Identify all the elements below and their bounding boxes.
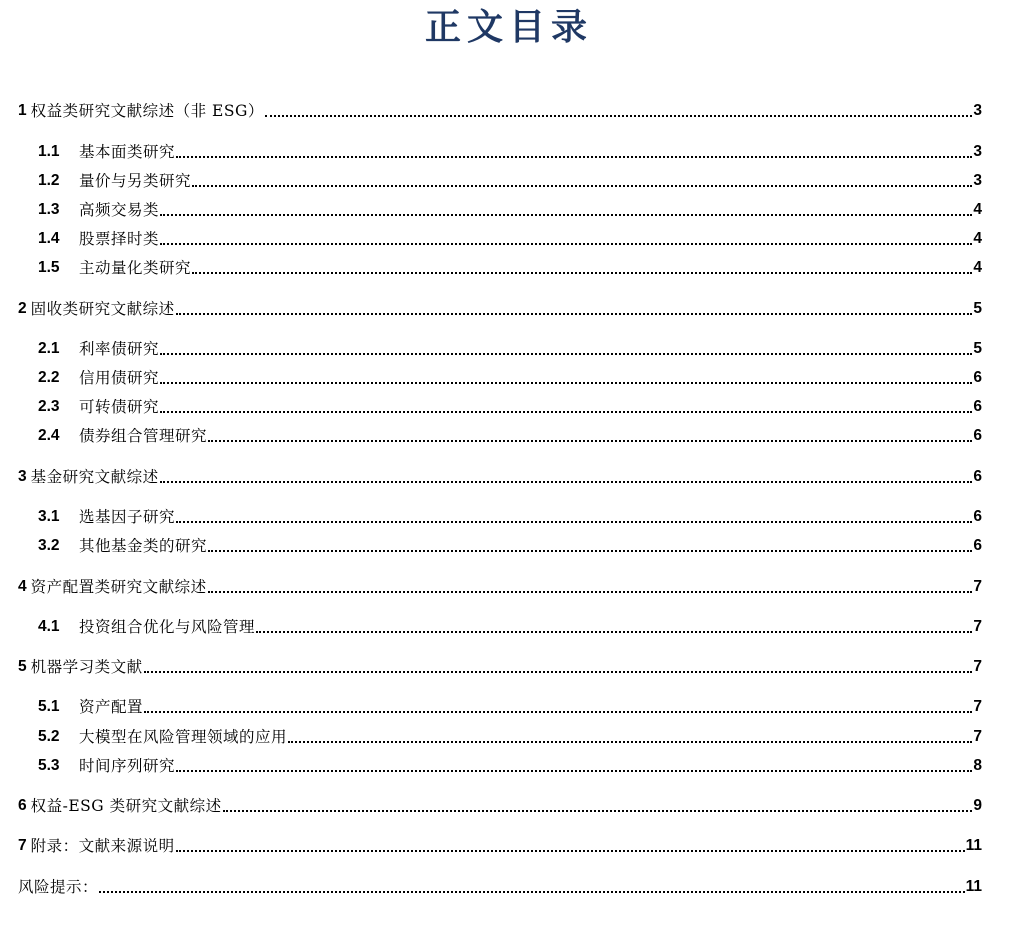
toc-entry-number: 1.2 <box>38 172 60 189</box>
toc-entry-number: 1 <box>18 102 27 119</box>
toc-entry-page: 11 <box>965 837 982 854</box>
toc-entry-number: 2.4 <box>38 427 60 444</box>
toc-entry-1-5[interactable] <box>38 256 982 278</box>
dot-leader <box>192 268 972 274</box>
toc-entry-title: 固收类研究文献综述 <box>30 300 175 318</box>
dot-leader <box>256 627 972 633</box>
toc-entry-title: 机器学习类文献 <box>30 658 143 676</box>
dot-leader <box>176 766 972 772</box>
toc-entry-title: 量价与另类研究 <box>79 172 192 190</box>
toc-entry-title: 高频交易类 <box>79 201 160 219</box>
dot-leader <box>99 887 965 893</box>
toc-entry-2[interactable] <box>18 297 982 319</box>
toc-entry-number: 2.3 <box>38 398 60 415</box>
toc-entry-page: 6 <box>973 468 982 485</box>
toc-entry-7[interactable] <box>18 834 982 856</box>
toc-entry-page: 6 <box>973 427 982 444</box>
toc-entry-title: 其他基金类的研究 <box>79 537 208 555</box>
toc-entry-number: 4 <box>18 578 27 595</box>
toc-entry-title: 权益类研究文献综述（非 ESG） <box>30 102 264 120</box>
toc-entry-3[interactable] <box>18 465 982 487</box>
dot-leader <box>223 806 973 812</box>
toc-entry-title: 权益-ESG 类研究文献综述 <box>30 797 222 815</box>
toc-entry-number: 5 <box>18 658 27 675</box>
toc-entry-page: 4 <box>973 259 982 276</box>
toc-entry-page: 3 <box>973 172 982 189</box>
toc-entry-title: 附录：文献来源说明 <box>30 837 175 855</box>
toc-entry-2-4[interactable] <box>38 424 982 446</box>
toc-entry-title: 选基因子研究 <box>79 508 176 526</box>
toc-entry-number: 2.1 <box>38 340 60 357</box>
dot-leader <box>176 517 972 523</box>
dot-leader <box>144 707 972 713</box>
dot-leader <box>160 349 972 355</box>
toc-entry-number: 1.5 <box>38 259 60 276</box>
dot-leader <box>160 210 972 216</box>
toc-entry-title: 资产配置类研究文献综述 <box>30 578 207 596</box>
toc-entry-risk-notice[interactable] <box>18 875 982 897</box>
toc-entry-title: 股票择时类 <box>79 230 160 248</box>
toc-entry-2-2[interactable] <box>38 366 982 388</box>
toc-entry-5-1[interactable] <box>38 695 982 717</box>
toc-entry-page: 6 <box>973 398 982 415</box>
toc-entry-page: 7 <box>973 618 982 635</box>
dot-leader <box>208 587 973 593</box>
toc-entry-3-1[interactable] <box>38 505 982 527</box>
page-title: 正文目录 <box>424 6 593 48</box>
dot-leader <box>176 152 972 158</box>
dot-leader <box>160 477 973 483</box>
toc-entry-number: 1.4 <box>38 230 60 247</box>
toc-entry-1[interactable] <box>18 99 982 121</box>
dot-leader <box>160 239 972 245</box>
toc-entry-3-2[interactable] <box>38 534 982 556</box>
toc-entry-1-4[interactable] <box>38 227 982 249</box>
toc-entry-page: 7 <box>973 728 982 745</box>
toc-entry-title: 基金研究文献综述 <box>30 468 159 486</box>
toc-entry-number: 5.3 <box>38 757 60 774</box>
toc-entry-number: 7 <box>18 837 27 854</box>
toc-entry-title: 利率债研究 <box>79 340 160 358</box>
toc-entry-page: 9 <box>973 797 982 814</box>
toc-entry-page: 11 <box>965 878 982 895</box>
toc-entry-number: 6 <box>18 797 27 814</box>
toc-entry-4-1[interactable] <box>38 615 982 637</box>
toc-entry-title: 信用债研究 <box>79 369 160 387</box>
toc-entry-title: 债券组合管理研究 <box>79 427 208 445</box>
dot-leader <box>144 667 973 673</box>
toc-entry-page: 6 <box>973 369 982 386</box>
toc-entry-number: 2 <box>18 300 27 317</box>
toc-entry-number: 3.1 <box>38 508 60 525</box>
dot-leader <box>208 546 972 552</box>
toc-entry-number: 4.1 <box>38 618 60 635</box>
toc-entry-page: 7 <box>973 698 982 715</box>
toc-entry-page: 6 <box>973 537 982 554</box>
toc-entry-number: 1.1 <box>38 143 60 160</box>
toc-entry-page: 5 <box>973 300 982 317</box>
dot-leader <box>176 309 973 315</box>
toc-entry-1-3[interactable] <box>38 198 982 220</box>
toc-entry-title: 基本面类研究 <box>79 143 176 161</box>
toc-entry-title: 资产配置 <box>79 698 144 716</box>
toc-entry-4[interactable] <box>18 575 982 597</box>
toc-entry-page: 3 <box>973 143 982 160</box>
toc-entry-title: 时间序列研究 <box>79 757 176 775</box>
toc-entry-number: 1.3 <box>38 201 60 218</box>
toc-entry-title: 投资组合优化与风险管理 <box>79 618 256 636</box>
toc-entry-page: 6 <box>973 508 982 525</box>
toc-entry-page: 4 <box>973 201 982 218</box>
toc-entry-5-2[interactable] <box>38 725 982 747</box>
dot-leader <box>192 181 972 187</box>
dot-leader <box>160 378 972 384</box>
toc-entry-title: 风险提示： <box>18 878 99 896</box>
toc-entry-2-1[interactable] <box>38 337 982 359</box>
toc-entry-number: 3.2 <box>38 537 60 554</box>
dot-leader <box>208 436 972 442</box>
toc-entry-5-3[interactable] <box>38 754 982 776</box>
toc-entry-2-3[interactable] <box>38 395 982 417</box>
toc-entry-title: 大模型在风险管理领域的应用 <box>79 728 288 746</box>
toc-entry-1-2[interactable] <box>38 169 982 191</box>
dot-leader <box>160 407 972 413</box>
toc-entry-5[interactable] <box>18 655 982 677</box>
dot-leader <box>176 846 965 852</box>
toc-entry-1-1[interactable] <box>38 140 982 162</box>
toc-entry-page: 7 <box>973 578 982 595</box>
toc-entry-6[interactable] <box>18 794 982 816</box>
toc-entry-title: 可转债研究 <box>79 398 160 416</box>
toc-entry-page: 7 <box>973 658 982 675</box>
toc-entry-number: 5.1 <box>38 698 60 715</box>
toc-entry-page: 5 <box>973 340 982 357</box>
toc-entry-page: 8 <box>973 757 982 774</box>
dot-leader <box>265 111 973 117</box>
toc-entry-number: 3 <box>18 468 27 485</box>
toc-entry-page: 4 <box>973 230 982 247</box>
toc-entry-number: 5.2 <box>38 728 60 745</box>
toc-entry-number: 2.2 <box>38 369 60 386</box>
toc-entry-page: 3 <box>973 102 982 119</box>
dot-leader <box>288 737 972 743</box>
toc-entry-title: 主动量化类研究 <box>79 259 192 277</box>
